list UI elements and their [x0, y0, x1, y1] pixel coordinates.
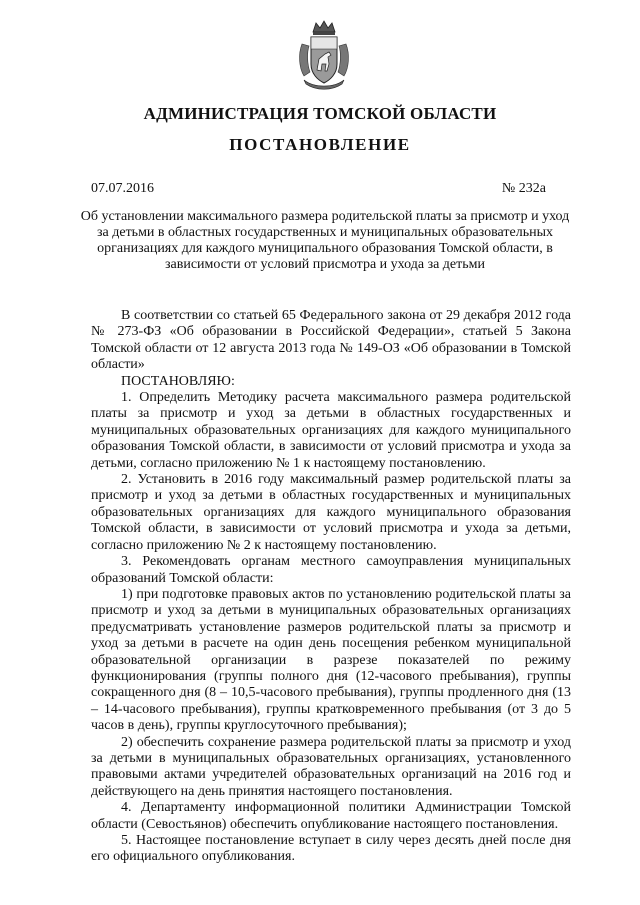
- organization-title: АДМИНИСТРАЦИЯ ТОМСКОЙ ОБЛАСТИ: [143, 104, 497, 123]
- clause-3-item-1: 1) при подготовке правовых актов по установлению родительской платы за присмотр и уход за детьми в муниципальных образовательных организациях предусматривать установление размеров родительской платы за присмотр и уход за детьми в расчете на один день посещения ребенком муниципальной образовательной организации в разрезе показателей по режиму функционирования (группы полного дня (12-часового пребывания), группы сокращенного дня (8 – 10,5-часового пребывания), группы продленного дня (13 – 14-часового пребывания), группы кратковременного пребывания (от 3 до 5 часов в день), группы круглосуточного пребывания);: [91, 586, 571, 734]
- document-date: 07.07.2016: [91, 181, 154, 196]
- document-body: [91, 308, 571, 866]
- resolve-heading: ПОСТАНОВЛЯЮ:: [121, 373, 235, 389]
- clause-5: 5. Настоящее постановление вступает в силу через десять дней после дня его официального опубликования.: [91, 833, 571, 865]
- clause-1: 1. Определить Методику расчета максимального размера родительской платы за присмотр и уход за детьми в областных государственных и муниципальных образовательных организациях для каждого муниципального образования Томской области, в зависимости от условий присмотра и ухода за детьми, согласно приложению № 1 к настоящему постановлению.: [91, 390, 571, 471]
- document-subject: Об установлении максимального размера родительской платы за присмотр и уход за детьми в областных государственных и муниципальных образовательных организациях для каждого муниципального образования Томской области, в зависимости от условий присмотра и ухода за детьми: [80, 209, 570, 272]
- preamble-paragraph: В соответствии со статьей 65 Федерального закона от 29 декабря 2012 года № 273-ФЗ «Об образовании в Российской Федерации», статьей 5 Закона Томской области от 12 августа 2013 года № 149-ОЗ «Об образовании в Томской области»: [91, 308, 571, 373]
- clause-3-item-2: 2) обеспечить сохранение размера родительской платы за присмотр и уход за детьми в муниципальных образовательных организациях, установленного правовыми актами учредителей образовательных организаций на 2016 год и действующего на день принятия настоящего постановления.: [91, 734, 571, 799]
- document-number: № 232а: [501, 181, 546, 196]
- clause-4: 4. Департаменту информационной политики Администрации Томской области (Севостьянов) обеспечить опубликование настоящего постановления.: [91, 800, 571, 832]
- tomsk-coat-of-arms-icon: [296, 18, 352, 94]
- document-type-title: ПОСТАНОВЛЕНИЕ: [229, 135, 411, 154]
- clause-3: 3. Рекомендовать органам местного самоуправления муниципальных образований Томской области:: [91, 554, 571, 586]
- clause-2: 2. Установить в 2016 году максимальный размер родительской платы за присмотр и уход за детьми в областных государственных и муниципальных образовательных организациях для каждого муниципального образования Томской области, в зависимости от условий присмотра и ухода за детьми, согласно приложению № 2 к настоящему постановлению.: [91, 472, 571, 553]
